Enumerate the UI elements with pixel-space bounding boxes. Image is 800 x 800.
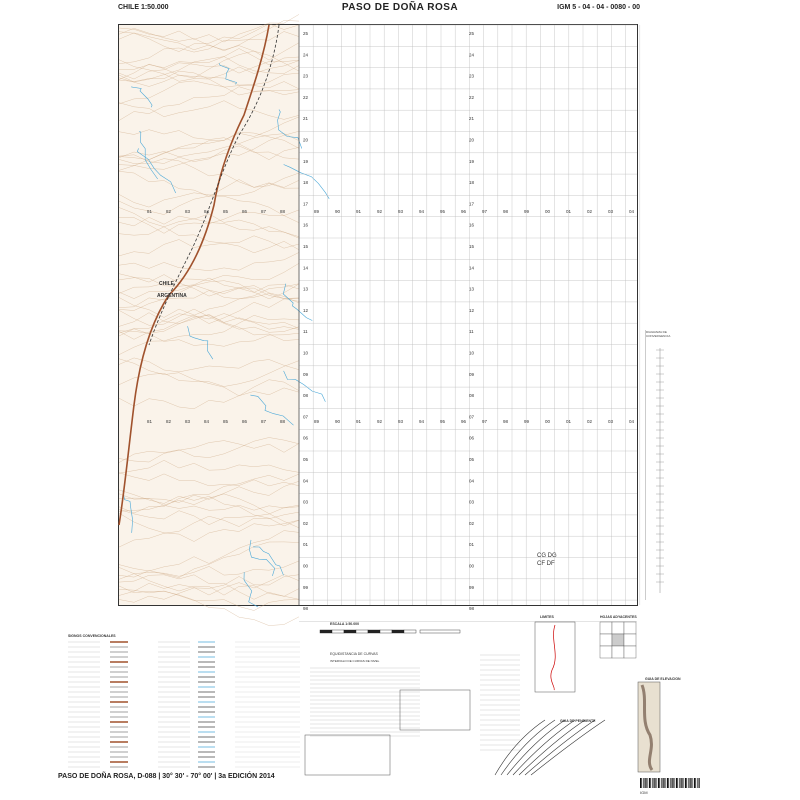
grid-label-terrain: 86 <box>242 209 248 214</box>
grid-label-bottom: 02 <box>587 419 593 424</box>
grid-label-left: 19 <box>303 158 309 164</box>
grid-label-top: 92 <box>377 209 383 214</box>
grid-label-left: 11 <box>303 329 308 335</box>
legend-area <box>60 610 700 780</box>
grid-label-terrain-low: 86 <box>242 419 248 424</box>
grid-label-terrain: 81 <box>147 209 153 214</box>
grid-label-bottom: 98 <box>503 419 509 424</box>
grid-label-terrain: 83 <box>185 209 191 214</box>
grid-label-terrain-low: 87 <box>261 419 267 424</box>
grid-label-left: 02 <box>303 520 309 526</box>
grid-label-top: 99 <box>524 209 530 214</box>
grid-label-left: 17 <box>303 201 309 207</box>
grid-label-left: 01 <box>303 542 309 548</box>
elevation-title: GUIA DE ELEVACION <box>645 677 681 681</box>
grid-label-center: 14 <box>469 265 475 271</box>
inset-label-top: CG DG <box>537 553 557 559</box>
grid-label-terrain: 82 <box>166 209 172 214</box>
grid-label-left: 24 <box>303 52 309 58</box>
grid-label-center: 11 <box>469 329 474 335</box>
grid-label-bottom: 97 <box>482 419 488 424</box>
grid-label-center: 03 <box>469 499 475 505</box>
grid-label-center: 07 <box>469 414 475 420</box>
grid-label-top: 97 <box>482 209 488 214</box>
grid-label-center: 22 <box>469 94 475 100</box>
grid-label-bottom: 04 <box>629 419 635 424</box>
grid-label-left: 23 <box>303 73 309 79</box>
country-label-chile: CHILE <box>159 281 174 287</box>
grid-label-terrain: 85 <box>223 209 229 214</box>
grid-label-terrain-low: 83 <box>185 419 191 424</box>
grid-label-center: 04 <box>469 478 475 484</box>
contour-subtitle: INTERVALO DE CURVAS DE NIVEL <box>330 659 380 663</box>
grid-label-center: 99 <box>469 584 475 590</box>
footer-text: PASO DE DOÑA ROSA, D-088 | 30° 30' - 70° 00' | 3a EDICIÓN 2014 <box>58 773 275 780</box>
grid-label-terrain: 88 <box>280 209 286 214</box>
grid-label-bottom: 93 <box>398 419 404 424</box>
grid-label-center: 15 <box>469 244 475 249</box>
grid-label-left: 15 <box>303 244 309 249</box>
grid-label-left: 18 <box>303 180 309 186</box>
map-title: PASO DE DOÑA ROSA <box>341 2 459 13</box>
map-frame[interactable] <box>118 24 638 612</box>
grid-label-top: 89 <box>314 209 320 214</box>
convergence-title: DIAGRAMA DE CONVERGENCIA <box>646 330 671 338</box>
grid-label-center: 19 <box>469 158 475 164</box>
grid-label-bottom: 89 <box>314 419 320 424</box>
limits-title: LIMITES <box>540 615 554 619</box>
grid-label-top: 95 <box>440 209 446 214</box>
grid-label-left: 08 <box>303 393 309 399</box>
barcode <box>640 778 700 788</box>
inset-label-bottom: CF DF <box>537 561 555 567</box>
grid-label-center: 23 <box>469 73 475 79</box>
grid-label-bottom: 90 <box>335 419 341 424</box>
grid-label-terrain: 87 <box>261 209 267 214</box>
convergence-diagram <box>645 330 686 600</box>
grid-label-left: 12 <box>303 307 309 313</box>
map-canvas[interactable] <box>119 25 637 612</box>
grid-label-center: 01 <box>469 542 475 548</box>
contour-title: EQUIDISTANCIA DE CURVAS <box>330 652 378 656</box>
legend-canvas <box>60 610 700 780</box>
grid-label-left: 22 <box>303 94 309 100</box>
grid-label-center: 13 <box>469 286 475 292</box>
grid-label-bottom: 91 <box>356 419 362 424</box>
grid-label-top: 98 <box>503 209 509 214</box>
grid-label-center: 25 <box>469 31 475 36</box>
slope-diagram-title: GUIA DE PENDIENTE <box>560 719 596 723</box>
grid-label-center: 08 <box>469 393 475 399</box>
grid-label-top: 93 <box>398 209 404 214</box>
grid-label-center: 05 <box>469 457 475 462</box>
grid-label-center: 98 <box>469 606 475 612</box>
scale-title: ESCALA 1:50.000 <box>330 622 360 626</box>
sheets-title: HOJAS ADYACENTES <box>600 615 637 619</box>
grid-label-center: 10 <box>469 350 475 356</box>
country-label-argentina: ARGENTINA <box>157 293 187 299</box>
signs-title: SIGNOS CONVENCIONALES <box>68 634 116 638</box>
grid-label-left: 20 <box>303 137 309 143</box>
grid-label-top: 91 <box>356 209 362 214</box>
grid-label-center: 12 <box>469 307 475 313</box>
convergence-scale <box>646 338 686 598</box>
grid-label-terrain-low: 84 <box>204 419 210 424</box>
grid-label-left: 14 <box>303 265 309 271</box>
grid-label-center: 18 <box>469 180 475 186</box>
grid-label-left: 98 <box>303 606 309 612</box>
grid-label-center: 00 <box>469 563 475 569</box>
grid-label-center: 20 <box>469 137 475 143</box>
grid-label-top: 02 <box>587 209 593 214</box>
grid-label-center: 24 <box>469 52 475 58</box>
grid-label-top: 94 <box>419 209 425 214</box>
grid-label-top: 03 <box>608 209 614 214</box>
grid-label-left: 06 <box>303 435 309 441</box>
grid-label-left: 03 <box>303 499 309 505</box>
grid-label-bottom: 95 <box>440 419 446 424</box>
grid-label-left: 16 <box>303 222 309 228</box>
grid-label-center: 06 <box>469 435 475 441</box>
grid-label-top: 01 <box>566 209 572 214</box>
grid-label-top: 00 <box>545 209 551 214</box>
grid-label-left: 09 <box>303 371 309 377</box>
grid-label-bottom: 03 <box>608 419 614 424</box>
grid-label-bottom: 96 <box>461 419 467 424</box>
grid-label-center: 21 <box>469 116 475 122</box>
grid-label-bottom: 01 <box>566 419 572 424</box>
grid-label-center: 17 <box>469 201 475 207</box>
grid-label-terrain-low: 82 <box>166 419 172 424</box>
grid-label-center: 09 <box>469 371 475 377</box>
grid-label-top: 90 <box>335 209 341 214</box>
barcode-label: IGM <box>640 790 648 795</box>
grid-label-terrain-low: 88 <box>280 419 286 424</box>
grid-label-left: 25 <box>303 31 309 36</box>
grid-label-left: 13 <box>303 286 309 292</box>
grid-label-terrain-low: 81 <box>147 419 153 424</box>
grid-label-bottom: 99 <box>524 419 530 424</box>
grid-label-left: 04 <box>303 478 309 484</box>
grid-label-left: 05 <box>303 457 309 462</box>
scale-header: CHILE 1:50.000 <box>118 4 169 11</box>
sheet-code: IGM 5 - 04 - 04 - 0080 - 00 <box>557 4 640 11</box>
grid-label-left: 00 <box>303 563 309 569</box>
grid-label-bottom: 94 <box>419 419 425 424</box>
utm-grid <box>299 25 640 621</box>
grid-label-center: 16 <box>469 222 475 228</box>
grid-label-left: 07 <box>303 414 309 420</box>
grid-label-terrain: 84 <box>204 209 210 214</box>
grid-label-bottom: 92 <box>377 419 383 424</box>
grid-label-left: 21 <box>303 116 309 122</box>
grid-label-top: 04 <box>629 209 635 214</box>
grid-label-terrain-low: 85 <box>223 419 229 424</box>
grid-label-left: 99 <box>303 584 309 590</box>
grid-label-top: 96 <box>461 209 467 214</box>
grid-label-bottom: 00 <box>545 419 551 424</box>
grid-label-left: 10 <box>303 350 309 356</box>
grid-label-center: 02 <box>469 520 475 526</box>
